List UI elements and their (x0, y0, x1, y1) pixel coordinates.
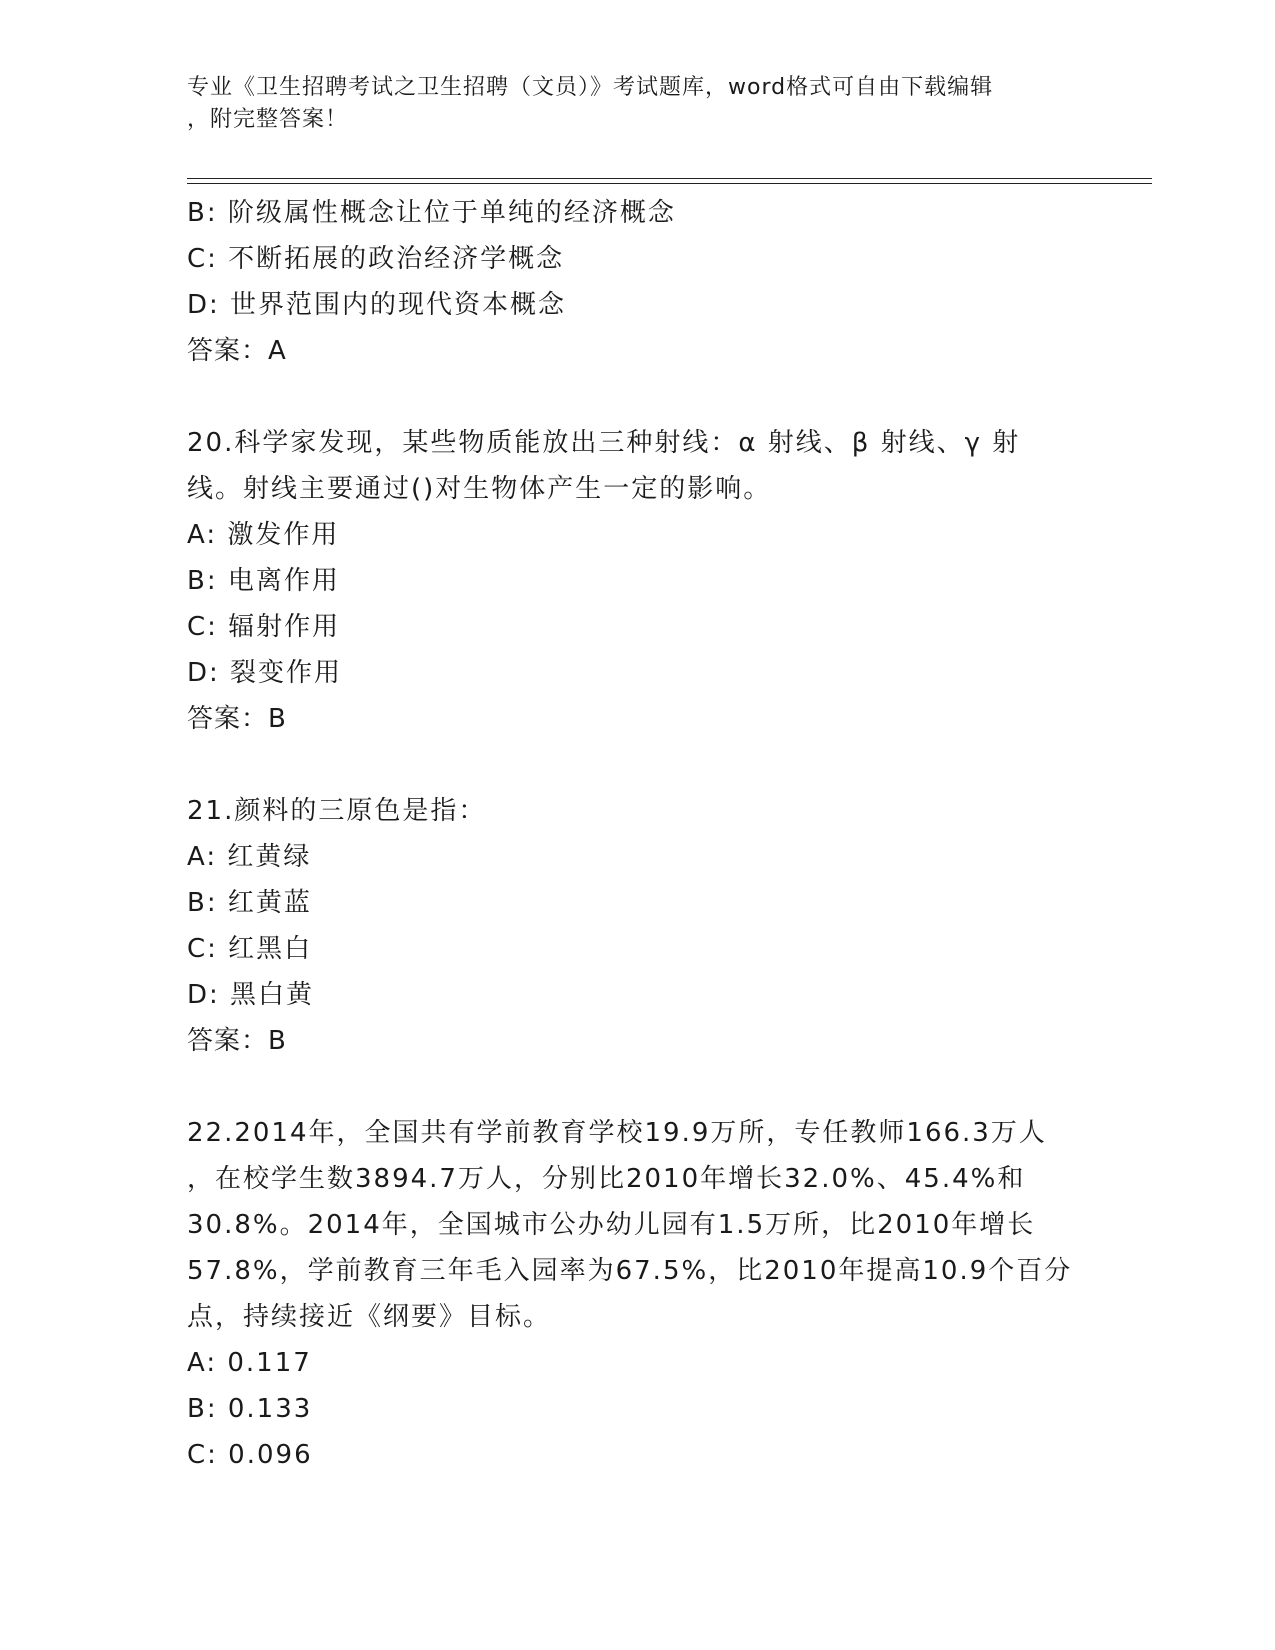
header-divider (187, 183, 1152, 184)
option-b: B: 红黄蓝 (187, 888, 312, 918)
option-b: B: 阶级属性概念让位于单纯的经济概念 (187, 198, 676, 228)
header-title-line: 专业《卫生招聘考试之卫生招聘（文员）》考试题库，word格式可自由下载编辑 (187, 75, 994, 100)
question-stem: 22.2014年，全国共有学前教育学校19.9万所，专任教师166.3万人 (187, 1118, 1047, 1148)
option-d: D: 裂变作用 (187, 658, 343, 688)
question-spacer (187, 742, 1067, 788)
option-d: D: 黑白黄 (187, 980, 315, 1010)
question-19 (187, 190, 1067, 374)
option-a: A: 激发作用 (187, 520, 340, 550)
answer-line: 答案：A (187, 336, 287, 366)
option-b: B: 0.133 (187, 1394, 313, 1424)
answer-line: 答案：B (187, 704, 287, 734)
option-c: C: 0.096 (187, 1440, 313, 1470)
question-stem: 线。射线主要通过()对生物体产生一定的影响。 (187, 474, 772, 504)
option-a: A: 0.117 (187, 1348, 312, 1378)
question-stem: 点，持续接近《纲要》目标。 (187, 1302, 552, 1332)
option-a: A: 红黄绿 (187, 842, 312, 872)
document-header (187, 72, 1067, 136)
question-stem: 30.8%。2014年，全国城市公办幼儿园有1.5万所，比2010年增长 (187, 1210, 1036, 1240)
question-list (187, 190, 1073, 1478)
question-stem: ，在校学生数3894.7万人，分别比2010年增长32.0%、45.4%和 (187, 1164, 1026, 1194)
question-spacer (187, 1064, 1067, 1110)
option-b: B: 电离作用 (187, 566, 340, 596)
option-d: D: 世界范围内的现代资本概念 (187, 290, 567, 320)
header-title-line: ，附完整答案！ (187, 107, 349, 132)
question-stem: 57.8%，学前教育三年毛入园率为67.5%，比2010年提高10.9个百分 (187, 1256, 1073, 1286)
question-spacer (187, 374, 1067, 420)
question-20 (187, 420, 1067, 742)
option-c: C: 辐射作用 (187, 612, 341, 642)
header-divider (187, 178, 1152, 179)
option-c: C: 红黑白 (187, 934, 313, 964)
option-c: C: 不断拓展的政治经济学概念 (187, 244, 565, 274)
question-stem: 20.科学家发现，某些物质能放出三种射线：α 射线、β 射线、γ 射 (187, 428, 1021, 458)
question-stem: 21.颜料的三原色是指： (187, 796, 487, 826)
question-22 (187, 1110, 1073, 1478)
answer-line: 答案：B (187, 1026, 287, 1056)
question-21 (187, 788, 1067, 1064)
